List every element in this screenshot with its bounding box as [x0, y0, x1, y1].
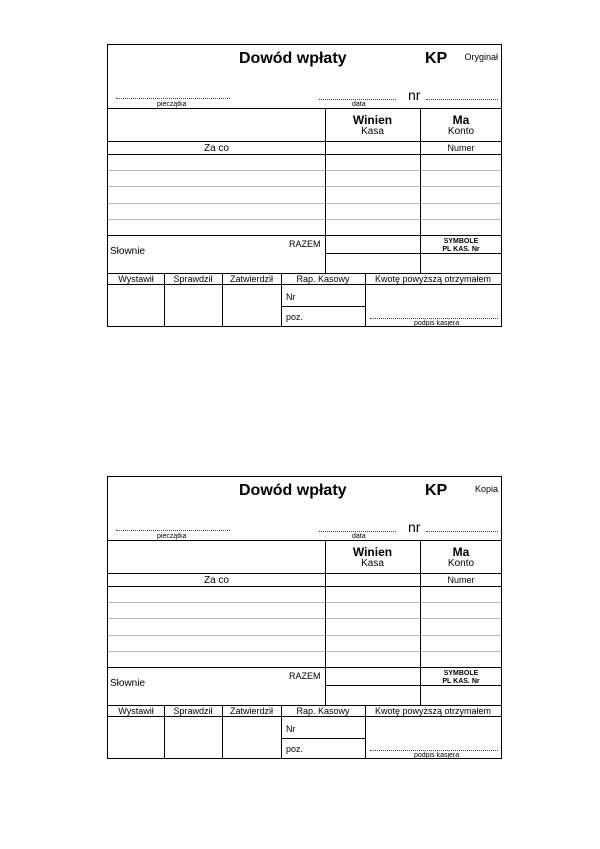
- sprawdzil-label: Sprawdził: [173, 706, 213, 716]
- razem-label: RAZEM: [289, 239, 321, 249]
- rap-kasowy-label: Rap. Kasowy: [296, 706, 350, 716]
- konto-label: Konto: [447, 558, 475, 569]
- form-title: Dowód wpłaty: [239, 50, 347, 67]
- nr-label: nr: [408, 87, 421, 103]
- numer-label: Numer: [447, 575, 475, 585]
- stamp-line: [116, 530, 230, 531]
- konto-label: Konto: [447, 126, 475, 137]
- kasa-label: Kasa: [361, 126, 384, 137]
- date-label: data: [352, 533, 366, 540]
- razem-label: RAZEM: [289, 671, 321, 681]
- zatwierdzil-label: Zatwierdził: [229, 706, 273, 716]
- za-co-label: Za co: [203, 143, 229, 154]
- nr-small-label: Nr: [286, 724, 296, 734]
- stamp-label: pieczątka: [157, 101, 187, 108]
- number-field[interactable]: [426, 99, 498, 100]
- copy-label: Kopia: [474, 484, 498, 494]
- kp-label: KP: [425, 482, 448, 499]
- kp-label: KP: [425, 50, 448, 67]
- numer-label: Numer: [447, 143, 475, 153]
- wystawil-label: Wystawił: [118, 274, 154, 284]
- winien-label: Winien: [352, 113, 393, 127]
- podpis-label: podpis kasjera: [414, 752, 460, 759]
- ma-label: Ma: [452, 113, 470, 127]
- receipt-form-copy: [107, 476, 502, 759]
- slownie-label: Słownie: [110, 678, 146, 689]
- signature-line[interactable]: [370, 318, 498, 319]
- number-field[interactable]: [426, 531, 498, 532]
- symbole-label: SYMBOLE PL KAS. Nr: [442, 670, 480, 685]
- copy-label: Oryginał: [464, 52, 498, 62]
- rap-kasowy-label: Rap. Kasowy: [296, 274, 350, 284]
- form-title: Dowód wpłaty: [239, 482, 347, 499]
- poz-label: poz.: [286, 744, 304, 754]
- winien-label: Winien: [352, 545, 393, 559]
- slownie-label: Słownie: [110, 246, 146, 257]
- date-field[interactable]: [319, 531, 396, 532]
- za-co-label: Za co: [203, 575, 229, 586]
- wystawil-label: Wystawił: [118, 706, 154, 716]
- kasa-label: Kasa: [361, 558, 384, 569]
- signature-line[interactable]: [370, 750, 498, 751]
- date-field[interactable]: [319, 99, 396, 100]
- poz-label: poz.: [286, 312, 304, 322]
- sprawdzil-label: Sprawdził: [173, 274, 213, 284]
- nr-small-label: Nr: [286, 292, 296, 302]
- receipt-form-original: [107, 44, 502, 327]
- kwote-label: Kwotę powyższą otrzymałem: [374, 706, 492, 716]
- stamp-label: pieczątka: [157, 533, 187, 540]
- nr-label: nr: [408, 519, 421, 535]
- ma-label: Ma: [452, 545, 470, 559]
- symbole-label: SYMBOLE PL KAS. Nr: [442, 238, 480, 253]
- date-label: data: [352, 101, 366, 108]
- kwote-label: Kwotę powyższą otrzymałem: [374, 274, 492, 284]
- zatwierdzil-label: Zatwierdził: [229, 274, 273, 284]
- stamp-line: [116, 98, 230, 99]
- podpis-label: podpis kasjera: [414, 320, 460, 327]
